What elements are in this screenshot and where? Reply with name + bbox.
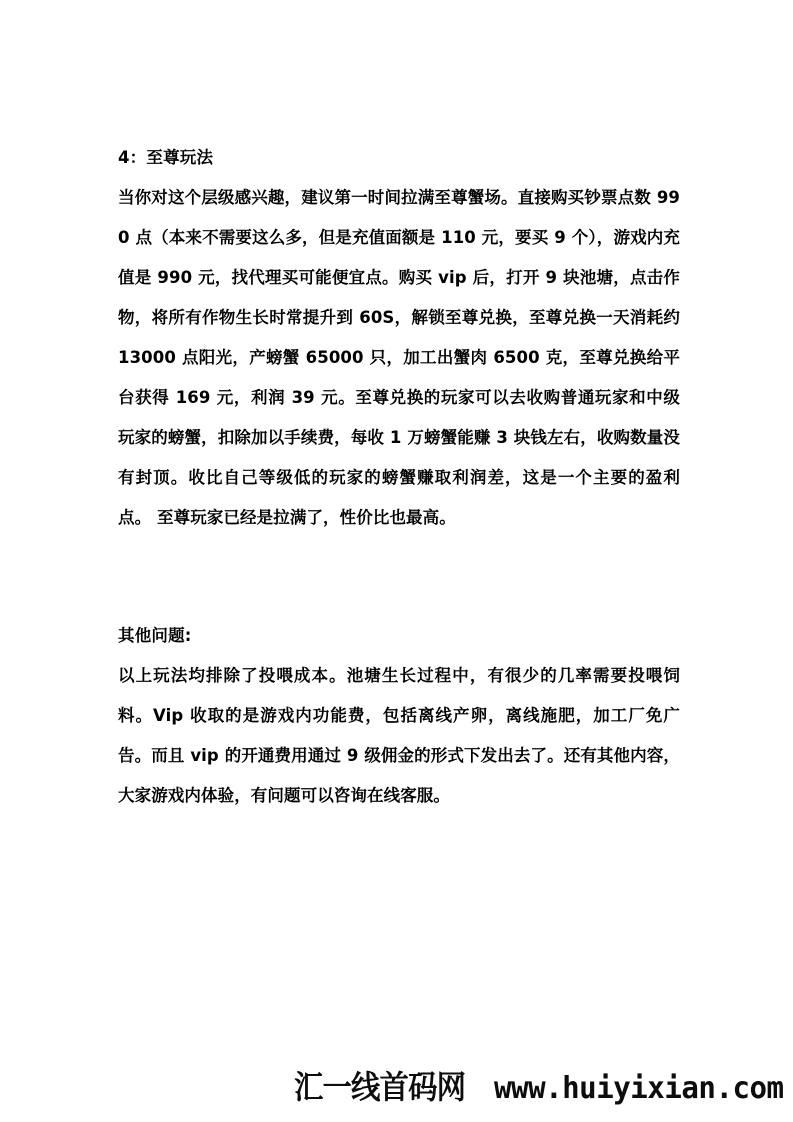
watermark [294,1062,793,1108]
document-body [118,138,686,816]
section-paragraph-other-questions: 以上玩法均排除了投喂成本。池塘生长过程中，有很少的几率需要投喂饲料。Vip 收取的是游戏内功能费，包括离线产卵，离线施肥，加工厂免广告。而且 vip 的开通费用通过 9 级佣金的形式下发出去了。还有其他内容，大家游戏内体验，有问题可以咨询在线客服。 [118,666,680,805]
section-heading-supreme-gameplay: 4：至尊玩法 [118,148,214,167]
watermark-site-name: 汇一线首码网 [294,1068,466,1106]
paragraph-spacer [118,538,680,578]
paragraph-spacer-secondary [118,578,680,616]
section-paragraph-supreme-gameplay: 当你对这个层级感兴趣，建议第一时间拉满至尊蟹场。直接购买钞票点数 990 点（本来不需要这么多，但是充值面额是 110 元，要买 9 个），游戏内充值是 990 元，找代理买可能便宜点。购买 vip 后，打开 9 块池塘，点击作物，将所有作物生长时常提升到 60S，解锁至尊兑换，至尊兑换一天消耗约 13000 点阳光，产螃蟹 65000 只，加工出蟹肉 6500 克，至尊兑换给平台获得 169 元，利润 39 元。至尊兑换的玩家可以去收购普通玩家和中级玩家的螃蟹，扣除加以手续费，每收 1 万螃蟹能赚 3 块钱左右，收购数量没有封顶。收比自己等级低的玩家的螃蟹赚取利润差，这是一个主要的盈利点。 至尊玩家已经是拉满了，性价比也最高。 [118,188,686,527]
section-heading-other-questions: 其他问题: [118,626,192,645]
watermark-url: www.huiyixian.com [494,1071,785,1106]
